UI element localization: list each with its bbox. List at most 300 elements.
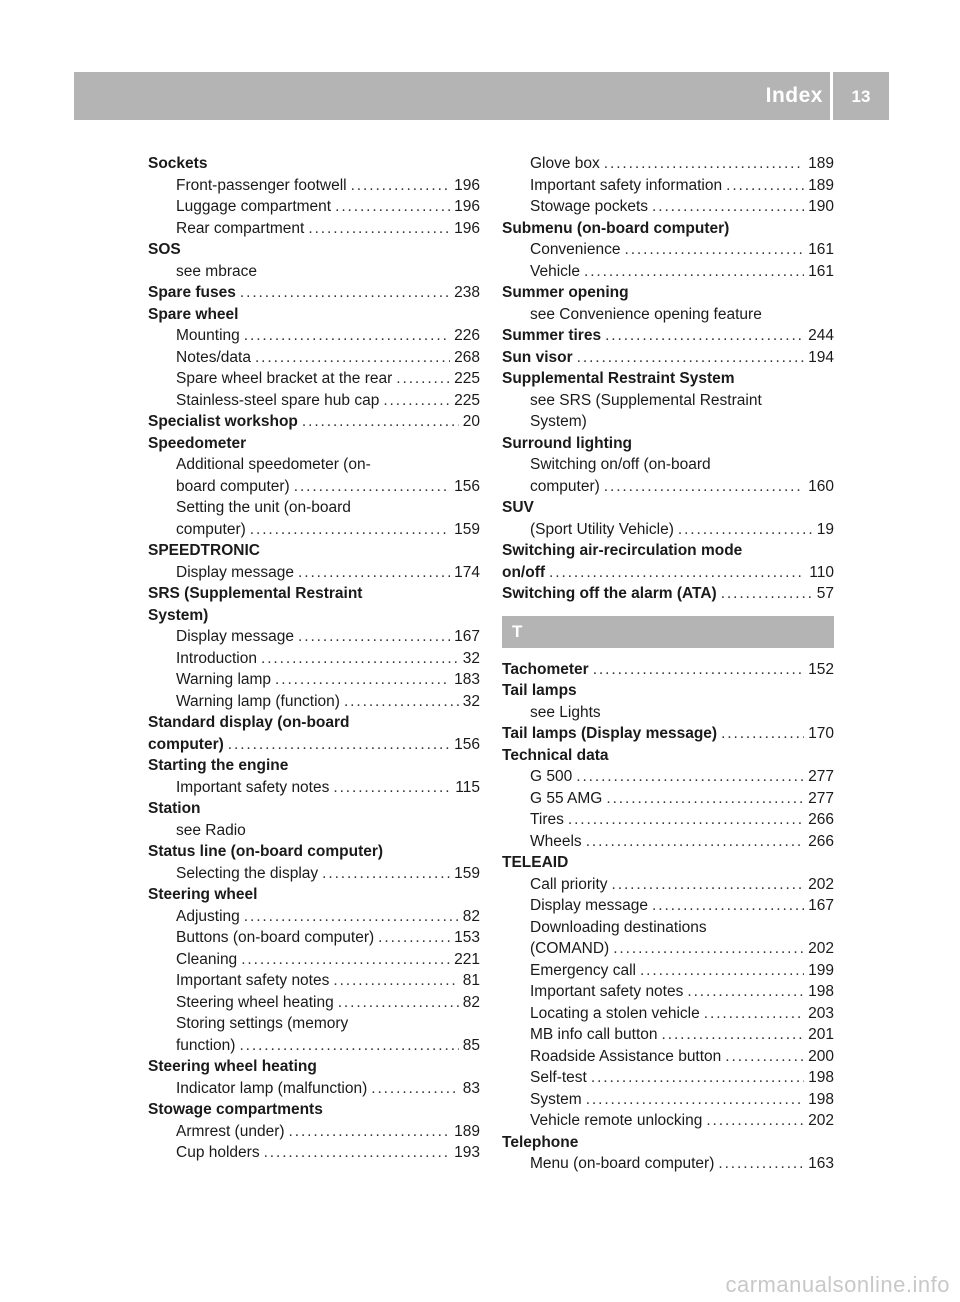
index-subentry: [148, 626, 480, 648]
dot-leader: [333, 970, 458, 992]
entry-text: Wheels: [530, 832, 582, 850]
entry-text: System): [148, 606, 209, 624]
index-subentry: [502, 917, 834, 939]
index-subentry: [502, 239, 834, 261]
entry-text: Call priority: [530, 875, 608, 893]
entry-text: Cup holders: [176, 1144, 260, 1161]
index-subentry: [502, 1089, 834, 1111]
dot-leader: [706, 1110, 804, 1132]
entry-text: Additional speedometer (on-: [176, 456, 371, 473]
index-subentry: [148, 777, 480, 799]
index-subentry: [148, 1142, 480, 1164]
entry-text: Storing settings (memory: [176, 1015, 349, 1032]
index-subentry: [502, 874, 834, 896]
dot-leader: [586, 831, 804, 853]
index-subentry: [502, 1046, 834, 1068]
dot-leader: [721, 583, 813, 605]
dot-leader: [613, 938, 804, 960]
index-subentry: [148, 927, 480, 949]
entry-text: Roadside Assistance button: [530, 1047, 722, 1065]
dot-leader: [275, 669, 450, 691]
entry-text: board computer): [176, 477, 290, 495]
index-entry: [502, 745, 834, 767]
dot-leader: [244, 906, 459, 928]
entry-text: Buttons (on-board computer): [176, 929, 375, 946]
entry-text: Spare fuses: [148, 284, 236, 301]
index-entry: [502, 218, 834, 240]
index-subentry: [148, 1121, 480, 1143]
page-reference: 277: [808, 768, 834, 785]
entry-text: SRS (Supplemental Restraint: [148, 585, 363, 602]
page-reference: 189: [454, 1122, 480, 1140]
dot-leader: [335, 196, 450, 218]
entry-text: Convenience: [530, 241, 621, 258]
page-reference: 196: [454, 219, 480, 237]
index-subentry: [502, 938, 834, 960]
dot-leader: [344, 691, 459, 713]
entry-text: SOS: [148, 241, 181, 258]
index-entry: [148, 583, 480, 605]
entry-text: Stowage pockets: [530, 198, 649, 215]
entry-text: Sockets: [148, 155, 208, 172]
entry-text: computer): [148, 735, 224, 753]
entry-text: see mbrace: [176, 262, 257, 280]
dot-leader: [687, 981, 804, 1003]
page-reference: 83: [462, 1079, 480, 1097]
index-subentry: [502, 304, 834, 326]
page-reference: 20: [462, 413, 480, 430]
page-reference: 266: [808, 811, 834, 828]
index-entry: [148, 540, 480, 562]
entry-text: (Sport Utility Vehicle): [530, 520, 674, 538]
index-subentry: [502, 1003, 834, 1025]
index-entry: [148, 153, 480, 175]
index-subentry: [148, 196, 480, 218]
entry-text: Supplemental Restraint System: [502, 370, 735, 387]
page-reference: 202: [808, 940, 834, 957]
dot-leader: [371, 1078, 459, 1100]
index-entry: [502, 368, 834, 390]
dot-leader: [721, 723, 804, 745]
entry-text: Surround lighting: [502, 434, 633, 452]
dot-leader: [294, 476, 450, 498]
page-reference: 277: [808, 789, 834, 807]
index-subentry: [148, 368, 480, 390]
entry-text: Introduction: [176, 649, 257, 667]
dot-leader: [264, 1142, 451, 1164]
entry-text: Important safety information: [530, 176, 723, 194]
entry-text: Selecting the display: [176, 864, 319, 882]
dot-leader: [704, 1003, 804, 1025]
index-subentry: [148, 497, 480, 519]
index-subentry: [148, 863, 480, 885]
page-reference: 189: [808, 176, 834, 194]
page-reference: 156: [454, 735, 480, 753]
index-subentry: [148, 218, 480, 240]
entry-text: on/off: [502, 563, 546, 581]
entry-text: Display message: [176, 628, 295, 645]
dot-leader: [662, 1024, 805, 1046]
entry-text: Summer opening: [502, 284, 629, 301]
index-subentry: [502, 981, 834, 1003]
dot-leader: [396, 368, 450, 390]
index-subentry: [502, 390, 834, 412]
index-entry: [502, 659, 834, 681]
dot-leader: [383, 390, 450, 412]
dot-leader: [652, 196, 804, 218]
index-subentry: [148, 648, 480, 670]
page-reference: 57: [816, 585, 834, 602]
index-subentry: [148, 175, 480, 197]
index-entry: [502, 680, 834, 702]
index-entry: [502, 583, 834, 605]
entry-text: Tail lamps (Display message): [502, 725, 718, 742]
page-reference: 268: [454, 348, 480, 366]
index-entry: [148, 433, 480, 455]
dot-leader: [255, 347, 450, 369]
entry-text: Warning lamp: [176, 671, 272, 688]
dot-leader: [652, 895, 804, 917]
entry-text: SPEEDTRONIC: [148, 542, 260, 559]
entry-text: Stainless-steel spare hub cap: [176, 391, 380, 409]
dot-leader: [605, 325, 804, 347]
entry-text: Vehicle remote unlocking: [530, 1112, 703, 1129]
index-entry: [148, 282, 480, 304]
entry-text: Tail lamps: [502, 682, 577, 699]
dot-leader: [678, 519, 813, 541]
page-reference: 32: [462, 649, 480, 667]
index-subentry: [502, 831, 834, 853]
page-header: [74, 72, 889, 120]
index-subentry: [148, 949, 480, 971]
entry-text: Specialist workshop: [148, 413, 298, 430]
index-subentry: [148, 906, 480, 928]
dot-leader: [726, 175, 804, 197]
page-reference: 110: [809, 563, 834, 581]
entry-text: Tachometer: [502, 660, 589, 678]
entry-text: Steering wheel: [148, 886, 258, 903]
entry-text: Tires: [530, 811, 564, 828]
dot-leader: [244, 325, 450, 347]
index-subentry: [148, 562, 480, 584]
index-subentry: [502, 809, 834, 831]
index-subentry: [148, 261, 480, 283]
page-reference: 183: [454, 671, 480, 688]
entry-text: Switching off the alarm (ATA): [502, 585, 717, 602]
index-subentry: [148, 519, 480, 541]
index-subentry: [148, 347, 480, 369]
dot-leader: [298, 626, 450, 648]
dot-leader: [240, 282, 450, 304]
entry-text: Mounting: [176, 327, 240, 344]
dot-leader: [302, 411, 459, 433]
index-subentry: [502, 411, 834, 433]
page-reference: 226: [454, 327, 480, 344]
dot-leader: [606, 788, 804, 810]
entry-text: Armrest (under): [176, 1122, 285, 1140]
index-subentry: [148, 476, 480, 498]
entry-text: function): [176, 1036, 236, 1054]
dot-leader: [338, 992, 459, 1014]
dot-leader: [604, 476, 804, 498]
page-reference: 189: [808, 155, 834, 172]
entry-text: Status line (on-board computer): [148, 843, 384, 860]
dot-leader: [591, 1067, 804, 1089]
page-reference: 82: [462, 907, 480, 925]
index-entry: [148, 239, 480, 261]
entry-text: Important safety notes: [176, 972, 330, 989]
page-reference: 32: [462, 692, 480, 710]
index-entry: [148, 1056, 480, 1078]
entry-text: Starting the engine: [148, 757, 289, 774]
entry-text: Stowage compartments: [148, 1101, 323, 1118]
dot-leader: [568, 809, 804, 831]
index-entry: [148, 884, 480, 906]
entry-text: see Lights: [530, 703, 601, 721]
entry-text: G 500: [530, 768, 573, 785]
dot-leader: [351, 175, 451, 197]
index-subentry: [148, 325, 480, 347]
index-subentry: [502, 1153, 834, 1175]
page-reference: 167: [808, 897, 834, 914]
index-subentry: [502, 1024, 834, 1046]
index-subentry: [148, 390, 480, 412]
entry-text: see SRS (Supplemental Restraint: [530, 391, 762, 409]
entry-text: Glove box: [530, 155, 600, 172]
entry-text: G 55 AMG: [530, 789, 603, 807]
entry-text: Downloading destinations: [530, 918, 707, 936]
dot-leader: [308, 218, 450, 240]
index-subentry: [148, 1013, 480, 1035]
page-reference: 152: [808, 660, 834, 678]
index-subentry: [148, 691, 480, 713]
dot-leader: [612, 874, 805, 896]
index-subentry: [502, 895, 834, 917]
watermark: carmanualsonline.info: [725, 1272, 950, 1297]
index-subentry: [148, 1078, 480, 1100]
page-reference: 161: [808, 241, 834, 258]
index-subentry: [502, 261, 834, 283]
page-reference: 201: [808, 1026, 834, 1043]
page-reference: 266: [808, 832, 834, 850]
index-subentry: [502, 476, 834, 498]
entry-text: see Convenience opening feature: [530, 305, 762, 323]
index-column-left: [148, 153, 480, 1164]
page-reference: 161: [808, 262, 834, 280]
index-entry: [148, 798, 480, 820]
page-reference: 190: [808, 198, 834, 215]
entry-text: see Radio: [176, 821, 246, 839]
index-subentry: [502, 1110, 834, 1132]
dot-leader: [239, 1035, 458, 1057]
index-subentry: [148, 1035, 480, 1057]
header-title: Index: [765, 84, 823, 107]
index-entry: [502, 433, 834, 455]
dot-leader: [586, 1089, 804, 1111]
page-reference: 200: [808, 1047, 834, 1065]
entry-text: Standard display (on-board: [148, 714, 350, 731]
entry-text: (COMAND): [530, 940, 610, 957]
page-number: 13: [851, 87, 871, 106]
entry-text: Spare wheel: [148, 305, 239, 323]
dot-leader: [718, 1153, 804, 1175]
entry-text: Rear compartment: [176, 219, 305, 237]
index-subentry: [148, 992, 480, 1014]
entry-text: Switching on/off (on-board: [530, 456, 711, 473]
page-reference: 163: [808, 1155, 834, 1172]
index-subentry: [502, 788, 834, 810]
dot-leader: [549, 562, 805, 584]
index-entry: [148, 734, 480, 756]
entry-text: Display message: [530, 897, 649, 914]
page-reference: 244: [808, 327, 834, 344]
page-reference: 202: [808, 875, 834, 893]
entry-text: Self-test: [530, 1069, 587, 1086]
page-reference: 198: [808, 1069, 834, 1086]
entry-text: Emergency call: [530, 961, 636, 979]
index-subentry: [148, 970, 480, 992]
index-entry: [502, 562, 834, 584]
entry-text: Telephone: [502, 1133, 579, 1151]
index-subentry: [502, 175, 834, 197]
index-subentry: [148, 669, 480, 691]
entry-text: Station: [148, 800, 201, 817]
index-column-right: [502, 153, 834, 1175]
entry-text: Menu (on-board computer): [530, 1155, 715, 1172]
entry-text: Cleaning: [176, 950, 238, 968]
entry-text: computer): [530, 477, 600, 495]
dot-leader: [584, 261, 804, 283]
page-reference: 196: [454, 176, 480, 194]
dot-leader: [624, 239, 804, 261]
page-reference: 196: [454, 198, 480, 215]
index-subentry: [502, 960, 834, 982]
page-reference: 160: [808, 477, 834, 495]
entry-text: MB info call button: [530, 1026, 658, 1043]
page-reference: 19: [816, 520, 834, 538]
index-subentry: [502, 519, 834, 541]
page-reference: 156: [454, 477, 480, 495]
index-entry: [148, 755, 480, 777]
page-reference: 221: [454, 950, 480, 968]
index-subentry: [148, 454, 480, 476]
page-reference: 174: [454, 563, 480, 581]
page-reference: 225: [454, 391, 480, 409]
entry-text: Vehicle: [530, 262, 580, 280]
dot-leader: [250, 519, 450, 541]
index-entry: [502, 852, 834, 874]
entry-text: Technical data: [502, 746, 609, 764]
entry-text: Sun visor: [502, 348, 573, 366]
page-reference: 82: [462, 993, 480, 1011]
index-entry: [148, 712, 480, 734]
index-entry: [502, 1132, 834, 1154]
entry-text: TELEAID: [502, 854, 569, 871]
entry-text: Steering wheel heating: [148, 1058, 317, 1075]
entry-text: System): [530, 413, 587, 430]
index-entry: [148, 304, 480, 326]
entry-text: Luggage compartment: [176, 198, 332, 215]
page-reference: 198: [808, 983, 834, 1000]
entry-text: computer): [176, 520, 246, 538]
page-reference: 85: [462, 1036, 480, 1054]
index-subentry: [502, 766, 834, 788]
index-subentry: [502, 153, 834, 175]
dot-leader: [576, 766, 804, 788]
page-reference: 167: [454, 628, 480, 645]
entry-text: Notes/data: [176, 348, 251, 366]
index-entry: [148, 411, 480, 433]
page-reference: 225: [454, 370, 480, 387]
dot-leader: [604, 153, 804, 175]
page-reference: 159: [454, 864, 480, 882]
dot-leader: [228, 734, 450, 756]
index-entry: [502, 723, 834, 745]
index-entry: [148, 1099, 480, 1121]
index-entry: [148, 605, 480, 627]
page-reference: 115: [455, 778, 480, 796]
entry-text: Important safety notes: [176, 778, 330, 796]
entry-text: Important safety notes: [530, 983, 684, 1000]
page-reference: 81: [462, 972, 480, 989]
entry-text: Indicator lamp (malfunction): [176, 1079, 368, 1097]
index-entry: [148, 841, 480, 863]
entry-text: Display message: [176, 563, 295, 581]
index-subentry: [502, 454, 834, 476]
index-entry: [502, 497, 834, 519]
index-subentry: [502, 196, 834, 218]
page-reference: 153: [454, 929, 480, 946]
page-reference: 170: [808, 725, 834, 742]
entry-text: SUV: [502, 499, 534, 516]
page-reference: 194: [808, 348, 834, 366]
index-entry: [502, 540, 834, 562]
dot-leader: [333, 777, 451, 799]
section-letter-bar: T: [502, 616, 834, 648]
page-reference: 238: [454, 284, 480, 301]
page-reference: 198: [808, 1090, 834, 1108]
index-entry: [502, 282, 834, 304]
entry-text: Locating a stolen vehicle: [530, 1004, 700, 1022]
entry-text: Front-passenger footwell: [176, 176, 347, 194]
entry-text: Summer tires: [502, 327, 602, 344]
dot-leader: [298, 562, 450, 584]
dot-leader: [378, 927, 450, 949]
entry-text: Submenu (on-board computer): [502, 219, 730, 237]
index-subentry: [502, 1067, 834, 1089]
page-reference: 193: [454, 1144, 480, 1161]
index-entry: [502, 347, 834, 369]
page-reference: 203: [808, 1004, 834, 1022]
index-subentry: [148, 820, 480, 842]
dot-leader: [577, 347, 804, 369]
page-reference: 202: [808, 1112, 834, 1129]
page-reference: 199: [808, 961, 834, 979]
entry-text: Setting the unit (on-board: [176, 499, 351, 516]
entry-text: Warning lamp (function): [176, 692, 340, 710]
entry-text: Adjusting: [176, 907, 240, 925]
index-entry: [502, 325, 834, 347]
entry-text: System: [530, 1090, 582, 1108]
dot-leader: [322, 863, 450, 885]
dot-leader: [640, 960, 804, 982]
page-reference: 159: [454, 520, 480, 538]
dot-leader: [289, 1121, 451, 1143]
dot-leader: [261, 648, 459, 670]
dot-leader: [241, 949, 450, 971]
entry-text: Spare wheel bracket at the rear: [176, 370, 393, 387]
entry-text: Steering wheel heating: [176, 993, 334, 1011]
